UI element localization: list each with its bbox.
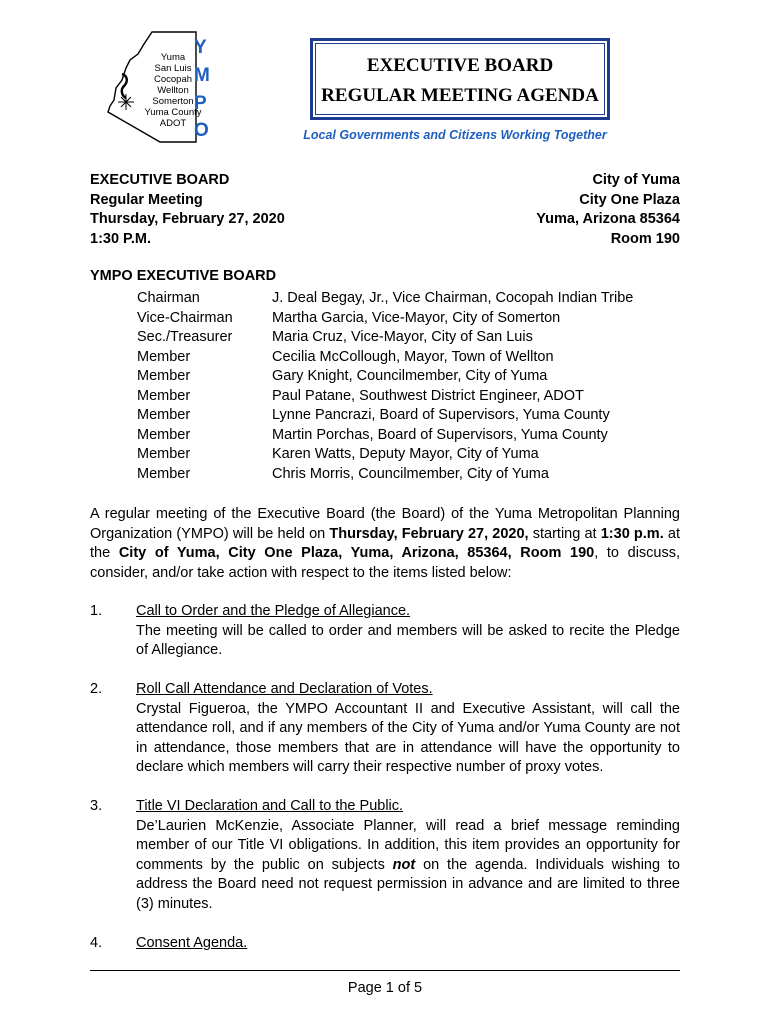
- member-role: Member: [137, 368, 191, 384]
- member-name: Cecilia McCollough, Mayor, Town of Wellton: [272, 348, 554, 365]
- agenda-item: [90, 934, 680, 954]
- intro-time: 1:30 p.m.: [600, 525, 664, 542]
- item-title: Consent Agenda.: [136, 935, 248, 951]
- meeting-time: 1:30 P.M.: [90, 230, 151, 247]
- meeting-info-right: [536, 171, 680, 249]
- item-number: 1.: [90, 603, 103, 619]
- meeting-type: Regular Meeting: [90, 191, 203, 208]
- item-title: Call to Order and the Pledge of Allegiance.: [136, 603, 411, 619]
- logo-town: Yuma County: [144, 107, 202, 118]
- logo-town-list: [142, 52, 204, 129]
- title-line-1: EXECUTIVE BOARD: [366, 55, 554, 76]
- board-member-row: [137, 445, 633, 465]
- agenda-item: [90, 680, 680, 778]
- intro-text: , to discuss, consider, and/or take action with respect to the items listed below:: [90, 545, 681, 581]
- member-name: Martha Garcia, Vice-Mayor, City of Somerton: [272, 309, 561, 326]
- member-name: Karen Watts, Deputy Mayor, City of Yuma: [272, 446, 539, 462]
- intro-location: City of Yuma, City One Plaza, Yuma, Arizona, 85364, Room 190: [118, 545, 595, 561]
- member-role: Member: [137, 387, 191, 404]
- item-description: De’Laurien McKenzie, Associate Planner, will read a brief message reminding member of our Title VI obligations. In addition, this item provides an opportunity for comments by the public on subjects: [136, 817, 680, 873]
- board-member-row: [137, 465, 633, 485]
- member-role: Vice-Chairman: [137, 309, 233, 326]
- board-member-row: [137, 348, 633, 368]
- item-title: Roll Call Attendance and Declaration of Votes.: [136, 681, 433, 697]
- board-member-row: [137, 387, 633, 407]
- member-role: Member: [137, 348, 191, 365]
- item-number: 3.: [90, 798, 103, 814]
- intro-date: Thursday, February 27, 2020,: [329, 525, 529, 542]
- member-role: Member: [137, 426, 191, 443]
- item-number: 4.: [90, 935, 103, 951]
- logo-letter-y: Y: [194, 37, 207, 58]
- meeting-city: City of Yuma: [592, 172, 680, 188]
- title-box: [310, 38, 610, 120]
- intro-text: A regular meeting of the Executive Board (the Board) of the Yuma Metropolitan Planning Organization (YMPO) will be held on: [90, 506, 680, 542]
- member-role: Sec./Treasurer: [137, 329, 233, 345]
- item-description: Crystal Figueroa, the YMPO Accountant II and Executive Assistant, will call the attendance roll, and if any members of the City of Yuma and/or Yuma County are not in attendance, those members that are in attendance will have the opportunity to declare which members will carry their respective number of proxy votes.: [136, 700, 680, 775]
- board-member-row: [137, 309, 633, 329]
- member-name: Gary Knight, Councilmember, City of Yuma: [272, 368, 548, 384]
- intro-text: at the: [90, 525, 680, 561]
- member-name: J. Deal Begay, Jr., Vice Chairman, Cocopah Indian Tribe: [272, 290, 634, 306]
- tagline: Local Governments and Citizens Working Together: [303, 128, 607, 142]
- board-member-row: [137, 406, 633, 426]
- logo-town: Somerton: [152, 96, 194, 107]
- item-number: 2.: [90, 681, 103, 697]
- member-role: Member: [137, 446, 191, 462]
- item-title: Title VI Declaration and Call to the Public.: [136, 798, 404, 814]
- member-name: Paul Patane, Southwest District Engineer, ADOT: [272, 387, 584, 404]
- board-member-row: [137, 426, 633, 446]
- logo-letter-p: P: [194, 93, 207, 114]
- board-member-list: [137, 289, 633, 484]
- intro-paragraph: [90, 505, 680, 583]
- member-name: Maria Cruz, Vice-Mayor, City of San Luis: [272, 329, 533, 345]
- page-number: Page 1 of 5: [347, 980, 423, 996]
- item-description: The meeting will be called to order and members will be asked to recite the Pledge of Allegiance.: [136, 622, 680, 658]
- meeting-room: Room 190: [610, 230, 680, 247]
- board-member-row: [137, 289, 633, 309]
- logo-town: Wellton: [157, 85, 189, 96]
- meeting-info-left: [90, 171, 285, 249]
- board-member-row: [137, 328, 633, 348]
- item-description: on the agenda. Individuals wishing to address the Board need not request permission in advance and are limited to three (3) minutes.: [136, 856, 680, 912]
- member-role: Member: [137, 465, 191, 482]
- meeting-address: Yuma, Arizona 85364: [536, 211, 680, 227]
- meeting-date: Thursday, February 27, 2020: [90, 211, 285, 227]
- agenda-item: [90, 797, 680, 914]
- logo-town: Yuma: [160, 52, 186, 63]
- board-member-row: [137, 367, 633, 387]
- item-emphasis: not: [392, 856, 416, 873]
- logo-town: ADOT: [159, 118, 187, 129]
- logo-letter-m: M: [194, 65, 210, 86]
- intro-text: starting at: [528, 525, 601, 542]
- title-line-2: REGULAR MEETING AGENDA: [321, 85, 599, 106]
- logo-town: San Luis: [154, 63, 192, 74]
- member-name: Martin Porchas, Board of Supervisors, Yuma County: [272, 426, 608, 443]
- member-name: Chris Morris, Councilmember, City of Yuma: [272, 465, 549, 482]
- meeting-board: EXECUTIVE BOARD: [90, 172, 230, 188]
- board-heading: YMPO EXECUTIVE BOARD: [90, 268, 277, 284]
- agenda-item: [90, 602, 680, 661]
- logo-letter-o: O: [194, 120, 209, 141]
- logo-town: Cocopah: [153, 74, 193, 85]
- member-role: Chairman: [137, 290, 200, 306]
- member-role: Member: [137, 407, 191, 423]
- member-name: Lynne Pancrazi, Board of Supervisors, Yuma County: [272, 407, 610, 423]
- footer-divider: [90, 970, 680, 971]
- meeting-venue: City One Plaza: [579, 191, 680, 208]
